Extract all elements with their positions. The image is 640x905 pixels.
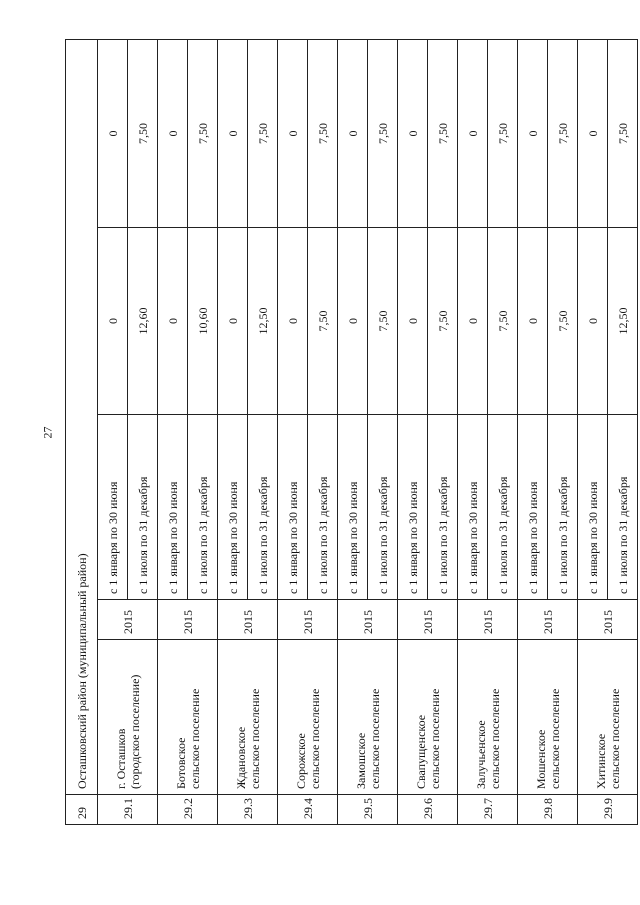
period-second-half: с 1 июля по 31 декабря — [428, 415, 458, 600]
settlement-name-line2: сельское поселение — [187, 688, 202, 789]
year: 2015 — [338, 600, 398, 640]
year: 2015 — [458, 600, 518, 640]
row-number: 29.3 — [218, 795, 278, 825]
settlement-name-line1: Хитинское — [593, 733, 608, 789]
settlement-name-line1: Ботовское — [173, 737, 188, 789]
year: 2015 — [578, 600, 638, 640]
table-row — [458, 39, 488, 824]
period-first-half: с 1 января по 30 июня — [158, 415, 188, 600]
period-second-half: с 1 июля по 31 декабря — [248, 415, 278, 600]
value-b-second-half: 7,50 — [608, 39, 638, 227]
settlement-name — [458, 640, 518, 795]
value-b-first-half: 0 — [158, 39, 188, 227]
value-a-second-half: 12,50 — [608, 228, 638, 415]
settlement-name-line1: Ждановское — [233, 726, 248, 789]
period-second-half: с 1 июля по 31 декабря — [548, 415, 578, 600]
value-b-second-half: 7,50 — [248, 39, 278, 227]
value-b-first-half: 0 — [518, 39, 548, 227]
page-number: 27 — [40, 426, 55, 439]
settlement-name — [578, 640, 638, 795]
value-a-second-half: 12,50 — [248, 228, 278, 415]
settlement-name — [398, 640, 458, 795]
settlement-name-line2: сельское поселение — [247, 688, 262, 789]
table-row — [338, 39, 368, 824]
table-row — [98, 39, 128, 824]
settlement-name — [98, 640, 158, 795]
year: 2015 — [98, 600, 158, 640]
settlement-name-line1: Замошское — [353, 732, 368, 789]
value-a-first-half: 0 — [398, 228, 428, 415]
year: 2015 — [158, 600, 218, 640]
year: 2015 — [278, 600, 338, 640]
period-second-half: с 1 июля по 31 декабря — [128, 415, 158, 600]
period-second-half: с 1 июля по 31 декабря — [308, 415, 338, 600]
row-number: 29.2 — [158, 795, 218, 825]
period-first-half: с 1 января по 30 июня — [518, 415, 548, 600]
period-first-half: с 1 января по 30 июня — [338, 415, 368, 600]
rotated-page — [65, 40, 630, 825]
settlement-name-line1: Сорожское — [293, 733, 308, 789]
value-a-first-half: 0 — [578, 228, 608, 415]
value-b-first-half: 0 — [278, 39, 308, 227]
district-title: Осташковский район (муниципальный район) — [66, 39, 98, 794]
value-b-second-half: 7,50 — [308, 39, 338, 227]
row-number: 29.7 — [458, 795, 518, 825]
period-second-half: с 1 июля по 31 декабря — [488, 415, 518, 600]
value-b-first-half: 0 — [218, 39, 248, 227]
period-second-half: с 1 июля по 31 декабря — [608, 415, 638, 600]
value-b-second-half: 7,50 — [488, 39, 518, 227]
value-a-second-half: 10,60 — [188, 228, 218, 415]
value-a-first-half: 0 — [98, 228, 128, 415]
period-first-half: с 1 января по 30 июня — [398, 415, 428, 600]
value-a-first-half: 0 — [338, 228, 368, 415]
table-row — [218, 39, 248, 824]
table-row — [578, 39, 608, 824]
table-row — [398, 39, 428, 824]
year: 2015 — [218, 600, 278, 640]
year: 2015 — [518, 600, 578, 640]
period-first-half: с 1 января по 30 июня — [578, 415, 608, 600]
value-a-first-half: 0 — [278, 228, 308, 415]
value-a-second-half: 7,50 — [488, 228, 518, 415]
district-header-row — [66, 39, 98, 824]
table-row — [278, 39, 308, 824]
value-a-second-half: 12,60 — [128, 228, 158, 415]
settlement-name — [158, 640, 218, 795]
row-number: 29.4 — [278, 795, 338, 825]
value-b-first-half: 0 — [338, 39, 368, 227]
row-number: 29.8 — [518, 795, 578, 825]
value-b-second-half: 7,50 — [428, 39, 458, 227]
settlement-name-line2: сельское поселение — [487, 688, 502, 789]
value-a-second-half: 7,50 — [548, 228, 578, 415]
year: 2015 — [398, 600, 458, 640]
value-a-first-half: 0 — [518, 228, 548, 415]
settlement-name — [338, 640, 398, 795]
settlement-name-line2: сельское поселение — [607, 688, 622, 789]
row-number: 29.5 — [338, 795, 398, 825]
settlement-name-line1: Мошенское — [533, 729, 548, 789]
settlement-name-line2: сельское поселение — [427, 688, 442, 789]
settlement-name — [518, 640, 578, 795]
settlement-name-line1: Залучьенское — [473, 720, 488, 789]
value-a-first-half: 0 — [458, 228, 488, 415]
value-b-second-half: 7,50 — [368, 39, 398, 227]
settlement-name-line2: (городское поселение) — [127, 674, 142, 789]
settlement-name-line2: сельское поселение — [547, 688, 562, 789]
table-row — [158, 39, 188, 824]
period-first-half: с 1 января по 30 июня — [278, 415, 308, 600]
value-a-second-half: 7,50 — [368, 228, 398, 415]
period-second-half: с 1 июля по 31 декабря — [368, 415, 398, 600]
period-second-half: с 1 июля по 31 декабря — [188, 415, 218, 600]
district-number: 29 — [66, 795, 98, 825]
value-b-first-half: 0 — [458, 39, 488, 227]
value-a-first-half: 0 — [158, 228, 188, 415]
value-a-second-half: 7,50 — [308, 228, 338, 415]
settlement-name — [278, 640, 338, 795]
value-b-second-half: 7,50 — [128, 39, 158, 227]
value-b-first-half: 0 — [398, 39, 428, 227]
period-first-half: с 1 января по 30 июня — [98, 415, 128, 600]
settlement-name-line1: Свапущенское — [413, 714, 428, 789]
value-b-second-half: 7,50 — [188, 39, 218, 227]
row-number: 29.9 — [578, 795, 638, 825]
settlement-name-line2: сельское поселение — [367, 688, 382, 789]
settlement-name — [218, 640, 278, 795]
period-first-half: с 1 января по 30 июня — [218, 415, 248, 600]
settlement-name-line1: г. Осташков — [113, 728, 128, 789]
value-a-second-half: 7,50 — [428, 228, 458, 415]
tariff-table-container — [65, 40, 630, 825]
row-number: 29.6 — [398, 795, 458, 825]
settlement-name-line2: сельское поселение — [307, 688, 322, 789]
value-b-second-half: 7,50 — [548, 39, 578, 227]
value-b-first-half: 0 — [578, 39, 608, 227]
value-a-first-half: 0 — [218, 228, 248, 415]
value-b-first-half: 0 — [98, 39, 128, 227]
row-number: 29.1 — [98, 795, 158, 825]
tariff-table — [65, 39, 638, 825]
period-first-half: с 1 января по 30 июня — [458, 415, 488, 600]
table-row — [518, 39, 548, 824]
